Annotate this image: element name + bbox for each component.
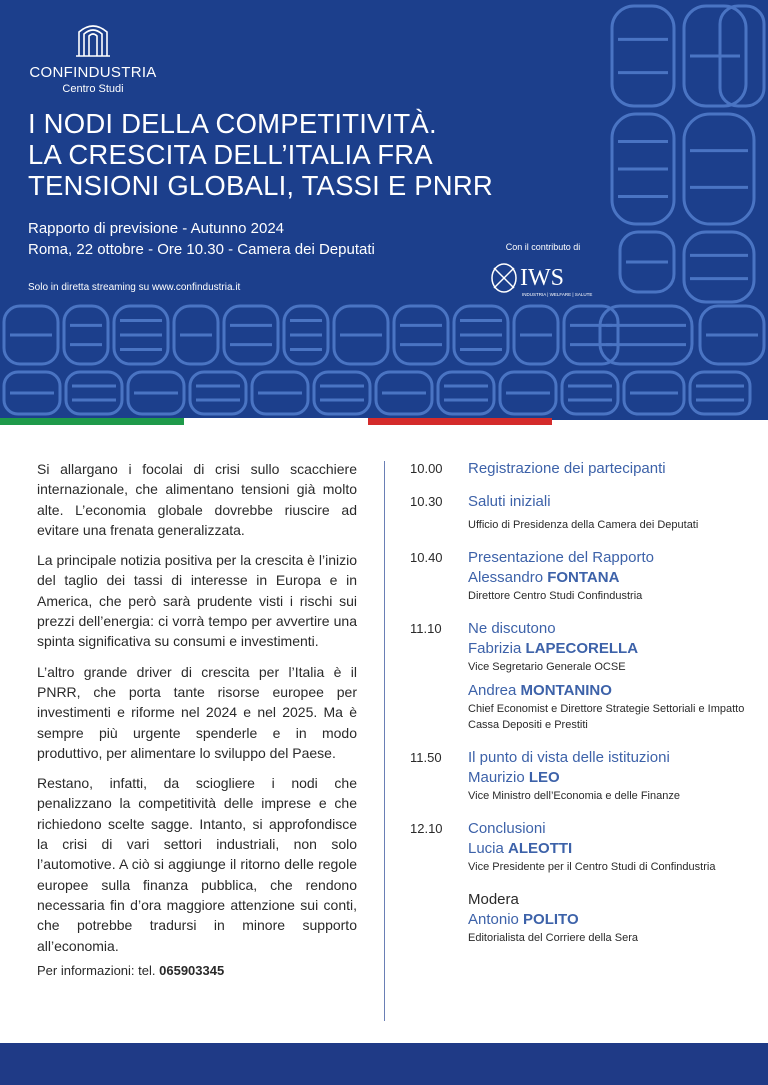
decorative-shape [438, 372, 494, 414]
decorative-shape [690, 372, 750, 414]
speaker-role: Direttore Centro Studi Confindustria [468, 590, 643, 602]
decorative-shape [314, 372, 370, 414]
decorative-shape [190, 372, 246, 414]
speaker-name [468, 568, 760, 588]
program-time: 10.30 [410, 494, 443, 509]
program-time: 10.40 [410, 550, 443, 565]
title-line: TENSIONI GLOBALI, TASSI E PNRR [28, 170, 493, 201]
speaker-first-name: Maurizio [468, 769, 525, 786]
moderator-label: Modera [468, 891, 519, 908]
moderator-role: Editorialista del Corriere della Sera [468, 932, 638, 944]
program-time: 11.10 [410, 621, 442, 636]
program-description: Ufficio di Presidenza della Camera dei Deputati [468, 519, 699, 531]
moderator-block [410, 890, 760, 946]
program-item [410, 492, 760, 533]
iws-sponsor-logo [488, 258, 604, 302]
speaker-name [468, 639, 760, 659]
program-title: Saluti iniziali [468, 493, 551, 510]
speaker-first-name: Alessandro [468, 569, 544, 586]
moderator-last-name: POLITO [523, 911, 579, 928]
program-item [410, 819, 760, 875]
contribution-label: Con il contributo di [505, 242, 581, 252]
speaker-last-name: LAPECORELLA [525, 640, 639, 657]
logo-subtitle: Centro Studi [62, 83, 124, 95]
flag-stripe-green [0, 418, 184, 425]
intro-paragraph: L’altro grande driver di crescita per l’Italia è il PNRR, che porta tante risorse europee per investimenti e riforme nel 2024 e nel 2025. Ma è sempre più urgente spenderle e in modo produttivo, per alimentare lo sviluppo del Paese. [37, 663, 357, 761]
decorative-shape [562, 372, 618, 414]
speaker-first-name: Andrea [468, 682, 517, 699]
decorative-shape [66, 372, 122, 414]
program-title: Ne discutono [468, 620, 556, 637]
contact-info [37, 963, 224, 978]
event-details [28, 218, 375, 260]
iws-wordmark: IWS [520, 265, 564, 291]
speaker-first-name: Lucia [468, 840, 504, 857]
speaker-name [468, 681, 760, 701]
column-divider [384, 461, 385, 1021]
decorative-shape [64, 306, 108, 364]
program-item [410, 548, 760, 604]
event-date-place: Roma, 22 ottobre - Ore 10.30 - Camera dei Deputati [28, 241, 375, 258]
flag-stripe-white [184, 418, 368, 425]
intro-text [37, 459, 357, 966]
speaker-first-name: Fabrizia [468, 640, 522, 657]
intro-paragraph: La principale notizia positiva per la crescita è l’inizio del taglio dei tassi di interesse in Europa e in America, che però sarà prudente visti i rischi sui prezzi dell’energia: ci vorrà tempo per avvertire una spinta significativa su consumi e investimenti. [37, 552, 357, 650]
confindustria-emblem-icon [73, 18, 113, 60]
program-title: Presentazione del Rapporto [468, 549, 654, 566]
program-item [410, 619, 760, 733]
logo-org-name: CONFINDUSTRIA [29, 64, 157, 81]
title-line: I NODI DELLA COMPETITIVITÀ. [28, 108, 437, 139]
contact-phone: 065903345 [159, 963, 225, 978]
speaker-role: Chief Economist e Direttore Strategie Settoriali e Impatto Cassa Depositi e Prestiti [468, 703, 745, 731]
decorative-shape [684, 114, 754, 224]
streaming-note: Solo in diretta streaming su www.confindustria.it [28, 282, 241, 293]
confindustria-logo [28, 18, 158, 95]
moderator-first-name: Antonio [468, 911, 519, 928]
decorative-shape [564, 306, 618, 364]
footer-bar [0, 1043, 768, 1085]
speaker-role: Vice Presidente per il Centro Studi di Confindustria [468, 861, 716, 873]
intro-paragraph: Si allargano i focolai di crisi sullo scacchiere internazionale, che alimentano tensioni già molto alte. L’economia globale dovrebbe riuscire ad evitare una frenata generalizzata. [37, 461, 357, 538]
decorative-shape [612, 6, 674, 106]
program-schedule [410, 459, 760, 946]
iws-tagline: INDUSTRIA | WELFARE | SALUTE [522, 292, 593, 297]
program-item [410, 748, 760, 804]
intro-paragraph: Restano, infatti, da sciogliere i nodi che penalizzano la competitività delle imprese e che richiedono scelte sagge. Intanto, si approfondisce la crisi di vari settori industriali, non solo l’automotive. A ciò si aggiunge il ritorno delle regole europee sulla finanza pubblica, che rendono necessaria fin d’ora maggiore attenzione sui conti, che potrebbe tradursi in minore supporto all’economia. [37, 775, 357, 954]
decorative-shape [394, 306, 448, 364]
speaker-name [468, 839, 760, 859]
program-title: Registrazione dei partecipanti [468, 460, 666, 477]
decorative-shape [224, 306, 278, 364]
program-title: Il punto di vista delle istituzioni [468, 749, 670, 766]
speaker-last-name: MONTANINO [520, 682, 612, 699]
report-name: Rapporto di previsione - Autunno 2024 [28, 220, 285, 237]
speaker-last-name: LEO [528, 769, 560, 786]
speaker-last-name: FONTANA [547, 569, 620, 586]
title-line: LA CRESCITA DELL’ITALIA FRA [28, 139, 433, 170]
speaker-last-name: ALEOTTI [508, 840, 573, 857]
program-time: 11.50 [410, 750, 442, 765]
speaker-role: Vice Segretario Generale OCSE [468, 661, 626, 673]
program-time: 10.00 [410, 461, 443, 476]
page-title [28, 108, 588, 201]
contact-label: Per informazioni: tel. [37, 963, 156, 978]
program-time: 12.10 [410, 821, 443, 836]
decorative-shape [684, 232, 754, 302]
flag-stripe-red [368, 418, 552, 425]
program-title: Conclusioni [468, 820, 546, 837]
header-banner [0, 0, 768, 420]
speaker-role: Vice Ministro dell’Economia e delle Finanze [468, 790, 680, 802]
decorative-shape [600, 306, 692, 364]
speaker-name [468, 768, 760, 788]
moderator-name [468, 910, 760, 930]
program-item [410, 459, 760, 479]
